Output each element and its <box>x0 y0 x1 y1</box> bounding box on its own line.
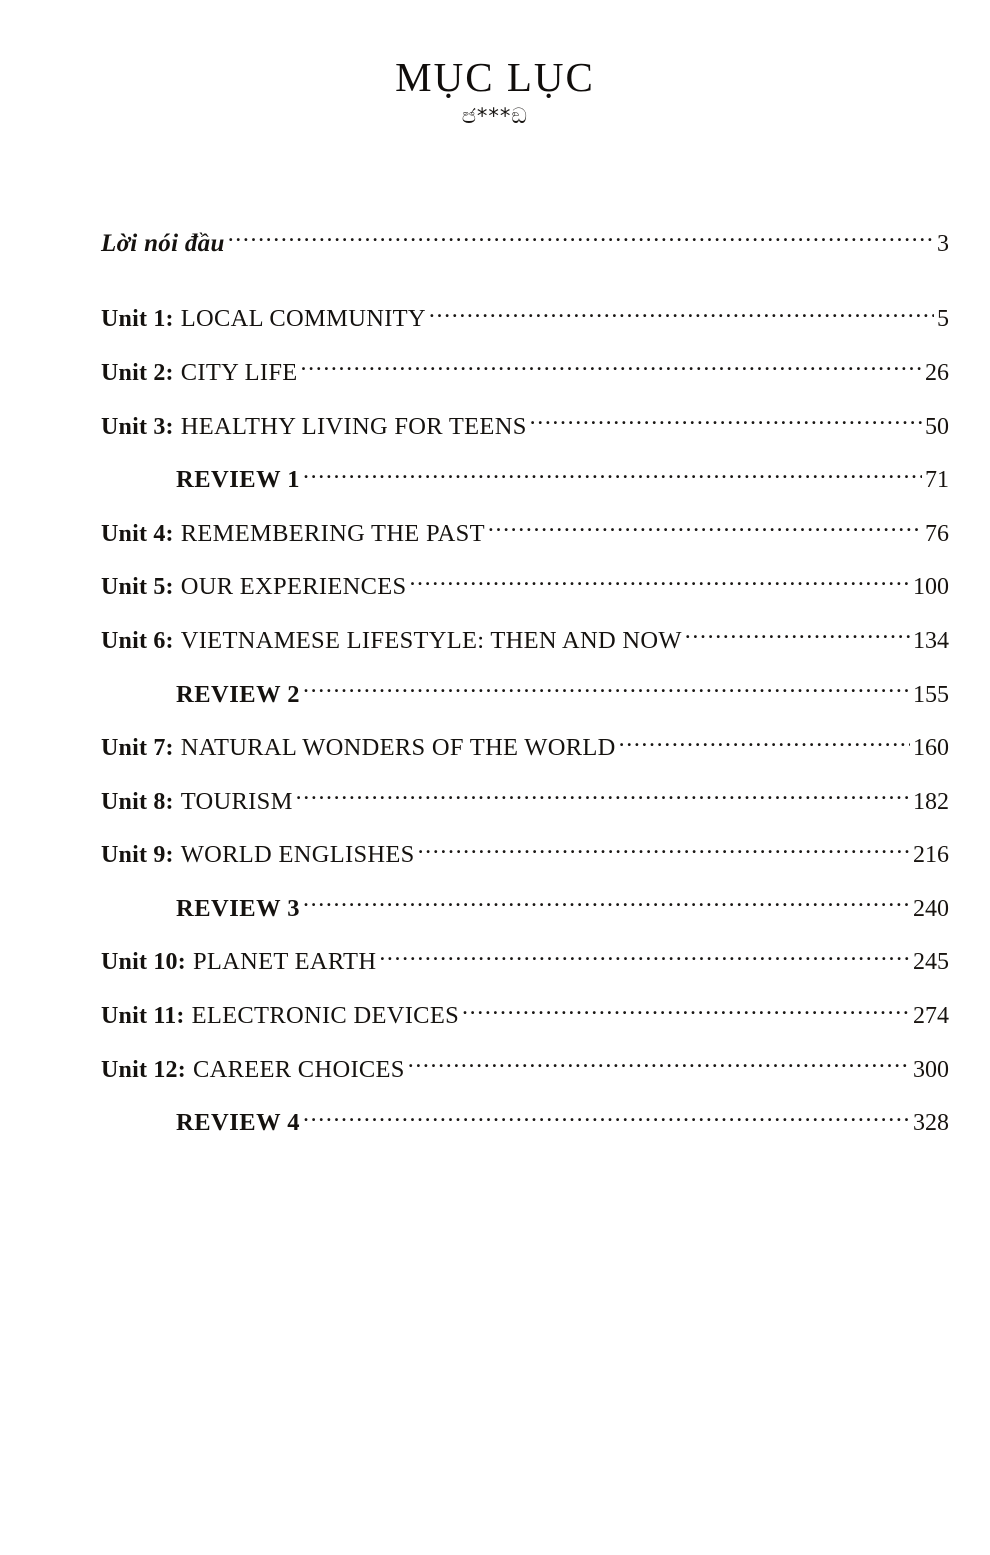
unit-tag: Unit 11: <box>101 1003 185 1030</box>
toc-entry-left <box>101 413 527 442</box>
unit-tag: Unit 6: <box>101 627 174 654</box>
page-number: 155 <box>913 681 949 708</box>
toc-entry-left <box>101 305 426 334</box>
preface-label: Lời nói đầu <box>101 229 225 257</box>
unit-title: ELECTRONIC DEVICES <box>191 1002 460 1030</box>
review-label: REVIEW 1 <box>176 466 301 494</box>
toc-entry-unit[interactable] <box>101 945 949 977</box>
unit-tag: Unit 4: <box>101 520 174 547</box>
unit-title: REMEMBERING THE PAST <box>180 519 485 547</box>
unit-tag: Unit 7: <box>101 735 174 762</box>
review-label: REVIEW 4 <box>176 1109 301 1137</box>
section-gap <box>101 280 949 302</box>
leader-dots <box>619 731 910 756</box>
unit-title: NATURAL WONDERS OF THE WORLD <box>180 734 616 762</box>
leader-dots <box>303 891 910 916</box>
unit-tag: Unit 2: <box>101 359 174 386</box>
leader-dots <box>303 463 922 488</box>
toc-entry-left <box>101 1109 300 1137</box>
unit-title: CITY LIFE <box>180 358 298 386</box>
toc-page <box>0 55 990 1555</box>
page-number: 3 <box>937 230 949 257</box>
toc-entry-left <box>101 627 682 656</box>
title-block <box>0 55 990 129</box>
page-number: 100 <box>913 574 949 601</box>
toc-entry-left <box>101 1002 459 1031</box>
page-number: 182 <box>913 788 949 815</box>
unit-title: TOURISM <box>180 787 293 815</box>
unit-title: WORLD ENGLISHES <box>180 841 415 869</box>
toc-entry-unit[interactable] <box>101 355 949 387</box>
page-number: 71 <box>925 467 949 494</box>
page-number: 300 <box>913 1056 949 1083</box>
table-of-contents <box>33 226 957 1138</box>
unit-tag: Unit 10: <box>101 949 186 976</box>
leader-dots <box>301 355 922 380</box>
toc-entry-preface[interactable] <box>101 226 949 258</box>
page-number: 5 <box>937 306 949 333</box>
unit-title: OUR EXPERIENCES <box>180 573 407 601</box>
toc-entry-left <box>101 788 293 817</box>
toc-entry-left <box>101 1056 405 1085</box>
toc-entry-unit[interactable] <box>101 784 949 816</box>
leader-dots <box>379 945 910 970</box>
toc-entry-unit[interactable] <box>101 409 949 441</box>
toc-entry-unit[interactable] <box>101 570 949 602</box>
leader-dots <box>418 838 910 863</box>
unit-title: VIETNAMESE LIFESTYLE: THEN AND NOW <box>180 626 682 654</box>
leader-dots <box>530 409 922 434</box>
toc-entry-left <box>101 230 225 259</box>
unit-tag: Unit 12: <box>101 1056 186 1083</box>
toc-entry-left <box>101 466 300 494</box>
toc-entry-review[interactable] <box>101 891 949 923</box>
toc-entry-unit[interactable] <box>101 516 949 548</box>
leader-dots <box>303 1106 910 1131</box>
page-number: 245 <box>913 949 949 976</box>
toc-entry-left <box>101 841 415 870</box>
toc-entry-list <box>101 302 949 1138</box>
unit-tag: Unit 3: <box>101 413 174 440</box>
toc-entry-unit[interactable] <box>101 731 949 763</box>
toc-entry-unit[interactable] <box>101 302 949 334</box>
toc-entry-left <box>101 895 300 923</box>
page-number: 26 <box>925 359 949 386</box>
unit-tag: Unit 9: <box>101 842 174 869</box>
review-label: REVIEW 3 <box>176 894 301 922</box>
page-number: 216 <box>913 842 949 869</box>
toc-entry-unit[interactable] <box>101 838 949 870</box>
page-number: 160 <box>913 735 949 762</box>
toc-entry-unit[interactable] <box>101 999 949 1031</box>
unit-title: HEALTHY LIVING FOR TEENS <box>180 412 527 440</box>
leader-dots <box>685 623 910 648</box>
toc-entry-review[interactable] <box>101 463 949 495</box>
unit-tag: Unit 8: <box>101 788 174 815</box>
ornament-divider: ෪***ඞ <box>461 104 528 129</box>
toc-entry-unit[interactable] <box>101 623 949 655</box>
leader-dots <box>228 226 934 251</box>
review-label: REVIEW 2 <box>176 680 301 708</box>
page-number: 76 <box>925 520 949 547</box>
unit-tag: Unit 5: <box>101 574 174 601</box>
page-number: 328 <box>913 1110 949 1137</box>
page-title: MỤC LỤC <box>395 54 595 100</box>
toc-entry-left <box>101 681 300 709</box>
toc-entry-unit[interactable] <box>101 1052 949 1084</box>
page-number: 240 <box>913 895 949 922</box>
toc-entry-review[interactable] <box>101 1106 949 1138</box>
unit-tag: Unit 1: <box>101 306 174 333</box>
toc-entry-left <box>101 948 376 977</box>
unit-title: PLANET EARTH <box>192 948 377 976</box>
leader-dots <box>408 1052 910 1077</box>
leader-dots <box>303 677 910 702</box>
page-number: 50 <box>925 413 949 440</box>
leader-dots <box>462 999 910 1024</box>
toc-entry-left <box>101 734 616 763</box>
toc-entry-left <box>101 359 298 388</box>
unit-title: LOCAL COMMUNITY <box>180 305 426 333</box>
leader-dots <box>488 516 922 541</box>
leader-dots <box>429 302 934 327</box>
page-number: 134 <box>913 627 949 654</box>
toc-entry-left <box>101 573 406 602</box>
leader-dots <box>296 784 910 809</box>
toc-entry-review[interactable] <box>101 677 949 709</box>
unit-title: CAREER CHOICES <box>192 1055 405 1083</box>
toc-entry-left <box>101 520 485 549</box>
leader-dots <box>409 570 910 595</box>
page-number: 274 <box>913 1003 949 1030</box>
